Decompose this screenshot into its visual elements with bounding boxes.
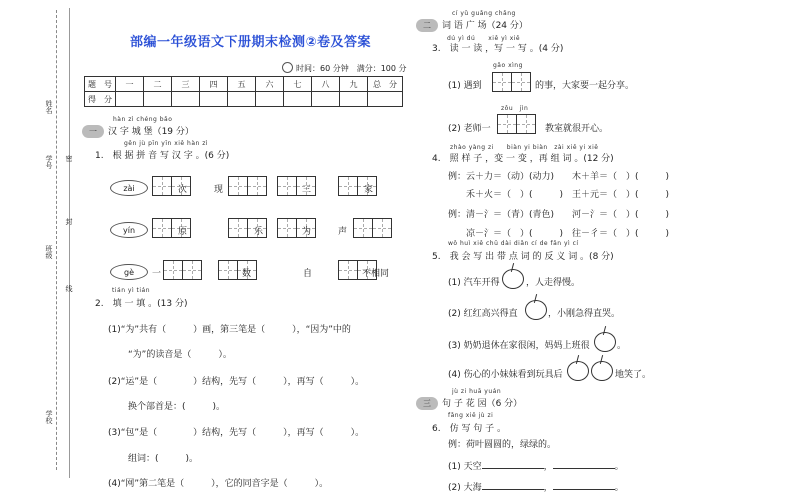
q3-item1-post: 的事，大家要一起分享。 bbox=[535, 81, 635, 91]
write-box[interactable] bbox=[372, 218, 392, 238]
score-header: 九 bbox=[340, 77, 368, 92]
q6-pinyin: fǎng xiě jù zi bbox=[448, 412, 494, 419]
apple-blank[interactable] bbox=[591, 361, 613, 381]
score-header: 二 bbox=[144, 77, 172, 92]
score-table bbox=[84, 76, 403, 107]
q5-pinyin: wǒ huì xiě chū dài diǎn cí de fǎn yì cí bbox=[448, 240, 579, 247]
write-box[interactable] bbox=[511, 72, 531, 92]
score-cell[interactable] bbox=[172, 92, 200, 107]
write-box[interactable] bbox=[338, 260, 358, 280]
q4-line: 例：云＋力＝（动）(动力) 木＋羊＝（ ）( ) bbox=[448, 172, 670, 182]
q5-line: (4) 伤心的小妹妹看到玩具后 bbox=[448, 370, 563, 380]
q3-pinyin: dú yì dú xiě yì xiě bbox=[447, 35, 521, 42]
write-box[interactable] bbox=[277, 176, 297, 196]
answer-blank[interactable] bbox=[482, 489, 544, 490]
q2-pinyin: tián yì tián bbox=[112, 287, 151, 294]
q5-text: 5. 我 会 写 出 带 点 词 的 反 义 词 。(8 分) bbox=[432, 252, 614, 262]
q4-line: 例：清－氵＝（青）(青色) 河－氵＝（ ）( ) bbox=[448, 210, 670, 220]
score-header: 四 bbox=[200, 77, 228, 92]
score-cell[interactable] bbox=[200, 92, 228, 107]
word: 一 bbox=[152, 269, 162, 279]
side-label-id: 学号 bbox=[45, 155, 53, 169]
score-header: 一 bbox=[116, 77, 144, 92]
q6-line: (2) 大海 ， 。 bbox=[448, 483, 624, 493]
section3-pinyin: jù zi huā yuán bbox=[452, 388, 502, 395]
score-header: 题 号 bbox=[85, 77, 116, 92]
section2-title: 词 语 广 场（24 分） bbox=[442, 21, 528, 31]
q2-line: “为”的读音是（ ）。 bbox=[128, 350, 232, 360]
section-badge: 一 bbox=[82, 125, 104, 138]
section-badge: 二 bbox=[416, 19, 438, 32]
q6-example: 例：荷叶圆圆的，绿绿的。 bbox=[448, 440, 557, 450]
write-box[interactable] bbox=[218, 260, 238, 280]
side-mark: 线 bbox=[65, 285, 73, 292]
time-text: 时间：60 分钟 满分：100 分 bbox=[296, 64, 407, 73]
side-label-school: 学校 bbox=[45, 410, 53, 424]
word: 不相同 bbox=[362, 269, 390, 279]
q6-line-label: (2) 大海 bbox=[448, 483, 482, 493]
q2-text: 2. 填 一 填 。(13 分) bbox=[95, 299, 188, 309]
side-mark: 密 bbox=[65, 155, 73, 162]
score-header: 六 bbox=[256, 77, 284, 92]
q4-line: 禾＋火＝（ ）( ) 王＋元＝（ ）( ) bbox=[466, 190, 670, 200]
q5-line: ，小刚急得直哭。 bbox=[548, 309, 621, 319]
score-header: 五 bbox=[228, 77, 256, 92]
q5-line: (1) 汽车开得 bbox=[448, 278, 500, 288]
apple-blank[interactable] bbox=[567, 361, 589, 381]
section1-heading bbox=[82, 124, 194, 138]
word: 自 bbox=[303, 269, 313, 279]
write-box[interactable] bbox=[163, 260, 183, 280]
binding-line bbox=[56, 10, 58, 470]
side-label-name: 姓名 bbox=[45, 100, 53, 114]
q2-line: (2)“运”是（ ）结构，先写（ ），再写（ ）。 bbox=[108, 377, 365, 387]
page-title: 部编一年级语文下册期末检测②卷及答案 bbox=[130, 35, 372, 50]
word: 次 bbox=[178, 185, 188, 195]
section3-title: 句 子 花 园（6 分） bbox=[442, 399, 523, 409]
answer-blank[interactable] bbox=[553, 489, 615, 490]
q3-item2-pre: (2) 老师一 bbox=[448, 124, 491, 134]
side-mark: 封 bbox=[65, 218, 73, 225]
section1-pinyin: hàn zì chéng bǎo bbox=[113, 116, 173, 123]
section2-heading bbox=[416, 18, 528, 32]
q6-line-label: (1) 天空 bbox=[448, 462, 482, 472]
time-info bbox=[282, 62, 407, 74]
q5-line: 地笑了。 bbox=[615, 370, 652, 380]
word: 三 bbox=[302, 185, 312, 195]
write-box[interactable] bbox=[228, 176, 248, 196]
write-box[interactable] bbox=[338, 176, 358, 196]
score-cell[interactable] bbox=[368, 92, 403, 107]
section1-title: 汉 字 城 堡（19 分） bbox=[108, 127, 194, 137]
score-cell[interactable] bbox=[256, 92, 284, 107]
score-header: 八 bbox=[312, 77, 340, 92]
q5-line: (2) 红红高兴得直 bbox=[448, 309, 518, 319]
q3-item1-pinyin: gǎo xìng bbox=[493, 62, 523, 69]
write-box[interactable] bbox=[492, 72, 512, 92]
score-label: 得 分 bbox=[85, 92, 116, 107]
q3-item1-pre: (1) 遇到 bbox=[448, 81, 482, 91]
word: 原 bbox=[178, 227, 188, 237]
pinyin-bubble: yín bbox=[110, 222, 148, 238]
word: 乐 bbox=[254, 227, 264, 237]
write-box[interactable] bbox=[182, 260, 202, 280]
word: 为 bbox=[302, 227, 312, 237]
write-box[interactable] bbox=[152, 218, 172, 238]
q5-line: ，人走得慢。 bbox=[526, 278, 581, 288]
q5-line: 。 bbox=[617, 341, 627, 351]
q3-item2-post: 教室就很开心。 bbox=[545, 124, 609, 134]
word: 家 bbox=[364, 185, 374, 195]
side-label-class: 班级 bbox=[45, 245, 53, 259]
q2-line: (3)“包”是（ ）结构，先写（ ），再写（ ）。 bbox=[108, 428, 365, 438]
q5-line: (3) 奶奶退休在家很闲，妈妈上班很 bbox=[448, 341, 590, 351]
write-box[interactable] bbox=[277, 218, 297, 238]
q3-text: 3. 读 一 读 ，写 一 写 。(4 分) bbox=[432, 44, 564, 54]
apple-blank[interactable] bbox=[594, 332, 616, 352]
apple-blank[interactable] bbox=[502, 269, 524, 289]
q4-text: 4. 照 样 子 ，变 一 变 ，再 组 词 。(12 分) bbox=[432, 154, 614, 164]
q6-text: 6. 仿 写 句 子 。 bbox=[432, 424, 507, 434]
score-cell[interactable] bbox=[284, 92, 312, 107]
score-header: 总 分 bbox=[368, 77, 403, 92]
q1-pinyin: gēn jù pīn yīn xiě hàn zì bbox=[124, 140, 209, 147]
word: 声 bbox=[338, 227, 348, 237]
apple-blank[interactable] bbox=[525, 300, 547, 320]
pinyin-bubble: zài bbox=[110, 180, 148, 196]
answer-blank[interactable] bbox=[482, 468, 544, 469]
q4-line: 凉－氵＝（ ）( ) 往－彳＝（ ）( ) bbox=[466, 229, 670, 239]
q2-line: (1)“为”共有（ ）画，第三笔是（ ），“因为”中的 bbox=[108, 325, 351, 335]
section-badge: 三 bbox=[416, 397, 438, 410]
word: 现 bbox=[214, 185, 224, 195]
clock-icon bbox=[282, 62, 293, 73]
answer-blank[interactable] bbox=[553, 468, 615, 469]
q2-line: 组词：( )。 bbox=[128, 454, 199, 464]
score-cell[interactable] bbox=[340, 92, 368, 107]
pinyin-bubble: gè bbox=[110, 264, 148, 280]
word: 数 bbox=[242, 269, 252, 279]
q2-line: 换个部首是：( )。 bbox=[128, 402, 226, 412]
write-box[interactable] bbox=[228, 218, 248, 238]
q2-line: (4)“网”第二笔是（ ），它的同音字是（ ）。 bbox=[108, 479, 329, 489]
q6-line: (1) 天空 ， 。 bbox=[448, 462, 624, 472]
write-box[interactable] bbox=[353, 218, 373, 238]
write-box[interactable] bbox=[247, 176, 267, 196]
write-box[interactable] bbox=[497, 114, 517, 134]
q4-pinyin: zhào yàng zi biàn yi biàn zài xiě yi xiě bbox=[450, 144, 599, 151]
score-header: 三 bbox=[172, 77, 200, 92]
section2-pinyin: cí yǔ guǎng chǎng bbox=[452, 10, 516, 17]
write-box[interactable] bbox=[516, 114, 536, 134]
score-cell[interactable] bbox=[116, 92, 144, 107]
q1-text: 1. 根 据 拼 音 写 汉 字 。(6 分) bbox=[95, 151, 230, 161]
score-header: 七 bbox=[284, 77, 312, 92]
score-cell[interactable] bbox=[312, 92, 340, 107]
section3-heading bbox=[416, 396, 522, 410]
margin-line bbox=[69, 8, 70, 478]
q3-item2-pinyin: zǒu jìn bbox=[501, 105, 529, 112]
write-box[interactable] bbox=[152, 176, 172, 196]
score-cell[interactable] bbox=[144, 92, 172, 107]
score-cell[interactable] bbox=[228, 92, 256, 107]
